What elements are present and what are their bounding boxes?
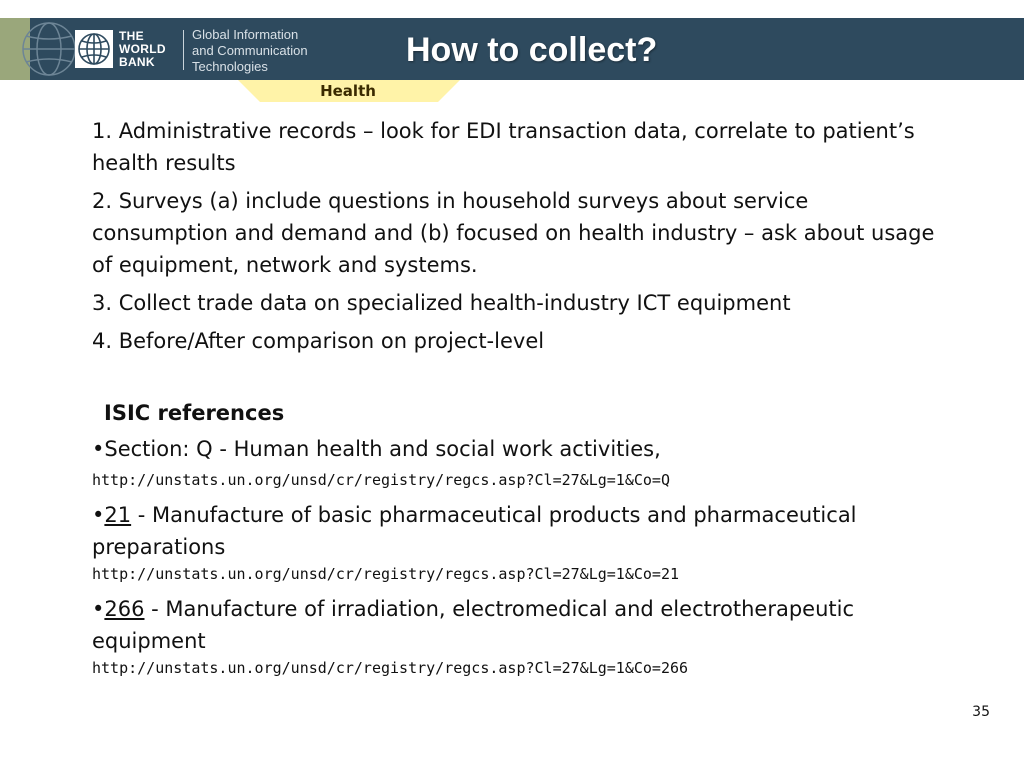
world-bank-globe-icon <box>75 30 113 68</box>
isic-ref-text: Section: Q - Human health and social work activities, <box>104 437 661 461</box>
header-bar <box>0 18 1024 80</box>
isic-ref-url-21[interactable]: http://unstats.un.org/unsd/cr/registry/regcs.asp?Cl=27&Lg=1&Co=21 <box>92 565 679 583</box>
logo-line-bank: BANK <box>119 55 155 69</box>
bullet-marker: • <box>92 503 105 527</box>
isic-code-link-266[interactable]: 266 <box>104 597 145 621</box>
unit-line-1: Global Information <box>192 27 299 42</box>
isic-ref-url-266[interactable]: http://unstats.un.org/unsd/cr/registry/regcs.asp?Cl=27&Lg=1&Co=266 <box>92 659 689 677</box>
section-tab-label: Health <box>320 82 376 100</box>
method-item-1: 1. Administrative records – look for EDI transaction data, correlate to patient’s health results <box>92 119 915 175</box>
isic-ref-21 <box>92 499 942 563</box>
method-item-4: 4. Before/After comparison on project-level <box>92 329 545 353</box>
logo-line-the: THE <box>119 29 144 43</box>
world-bank-wordmark <box>119 30 166 69</box>
slide-body <box>92 115 942 687</box>
globe-watermark-icon <box>22 20 76 78</box>
isic-ref-text: - Manufacture of basic pharmaceutical products and pharmaceutical preparations <box>92 503 857 559</box>
page-number: 35 <box>972 704 990 720</box>
isic-ref-section-q <box>92 433 942 465</box>
unit-name <box>192 27 308 75</box>
unit-line-2: and Communication <box>192 43 308 58</box>
logo-line-world: WORLD <box>119 42 166 56</box>
method-item-3: 3. Collect trade data on specialized health-industry ICT equipment <box>92 291 791 315</box>
method-item-2: 2. Surveys (a) include questions in household surveys about service consumption and demand and (b) focused on health industry – ask about usage of equipment, network and systems. <box>92 189 935 277</box>
bullet-marker: • <box>92 597 105 621</box>
isic-ref-266 <box>92 593 942 657</box>
isic-code-link-21[interactable]: 21 <box>104 503 132 527</box>
isic-heading: ISIC references <box>104 401 285 425</box>
unit-line-3: Technologies <box>192 59 268 74</box>
isic-ref-url-q[interactable]: http://unstats.un.org/unsd/cr/registry/regcs.asp?Cl=27&Lg=1&Co=Q <box>92 471 670 489</box>
slide-title: How to collect? <box>406 31 658 69</box>
isic-ref-text: - Manufacture of irradiation, electromedical and electrotherapeutic equipment <box>92 597 855 653</box>
logo-divider <box>183 30 184 70</box>
bullet-marker: • <box>92 437 105 461</box>
world-bank-logo <box>75 30 175 68</box>
